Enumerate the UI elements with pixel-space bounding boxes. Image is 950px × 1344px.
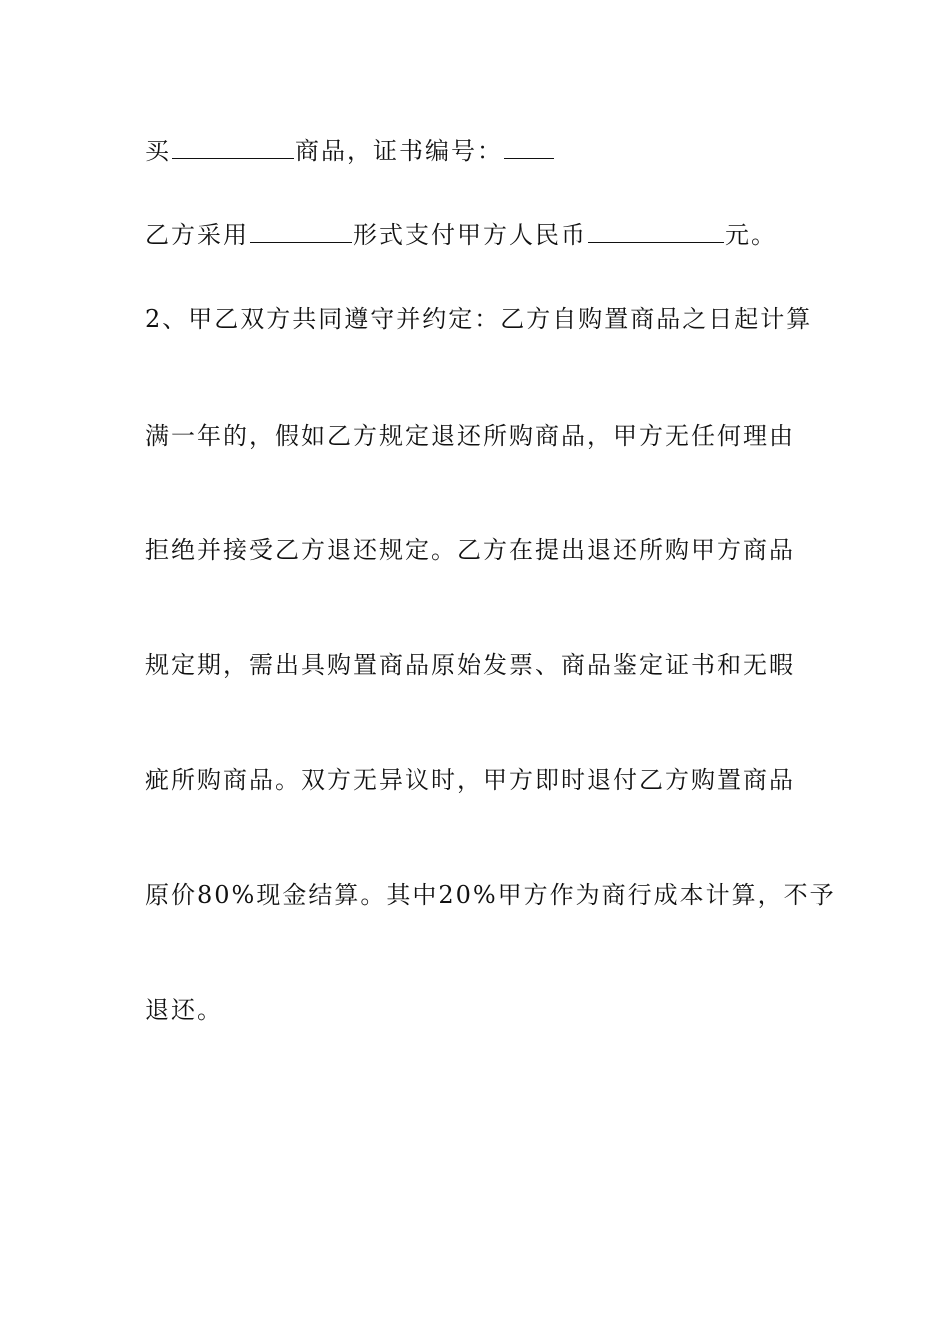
text-line-2 — [145, 218, 825, 252]
fill-in-blank — [588, 220, 724, 243]
text-segment: 商品，证书编号： — [295, 137, 503, 165]
text-segment: 乙方采用 — [145, 221, 249, 249]
text-line-6: 规定期，需出具购置商品原始发票、商品鉴定证书和无暇 — [145, 651, 795, 679]
text-line-8: 原价80%现金结算。其中20%甲方作为商行成本计算，不予 — [145, 881, 836, 909]
text-segment: 形式支付甲方人民币 — [353, 221, 587, 249]
text-line-3: 2、甲乙双方共同遵守并约定：乙方自购置商品之日起计算 — [145, 305, 813, 333]
text-segment: 买 — [145, 137, 171, 165]
fill-in-blank — [250, 220, 352, 243]
text-line-4: 满一年的，假如乙方规定退还所购商品，甲方无任何理由 — [145, 422, 795, 450]
text-segment: 元。 — [725, 221, 777, 249]
fill-in-blank — [504, 136, 554, 159]
text-line-7: 疵所购商品。双方无异议时，甲方即时退付乙方购置商品 — [145, 766, 795, 794]
text-line-1 — [145, 134, 825, 168]
text-line-5: 拒绝并接受乙方退还规定。乙方在提出退还所购甲方商品 — [145, 536, 795, 564]
text-line-9: 退还。 — [145, 996, 223, 1024]
fill-in-blank — [172, 136, 294, 159]
